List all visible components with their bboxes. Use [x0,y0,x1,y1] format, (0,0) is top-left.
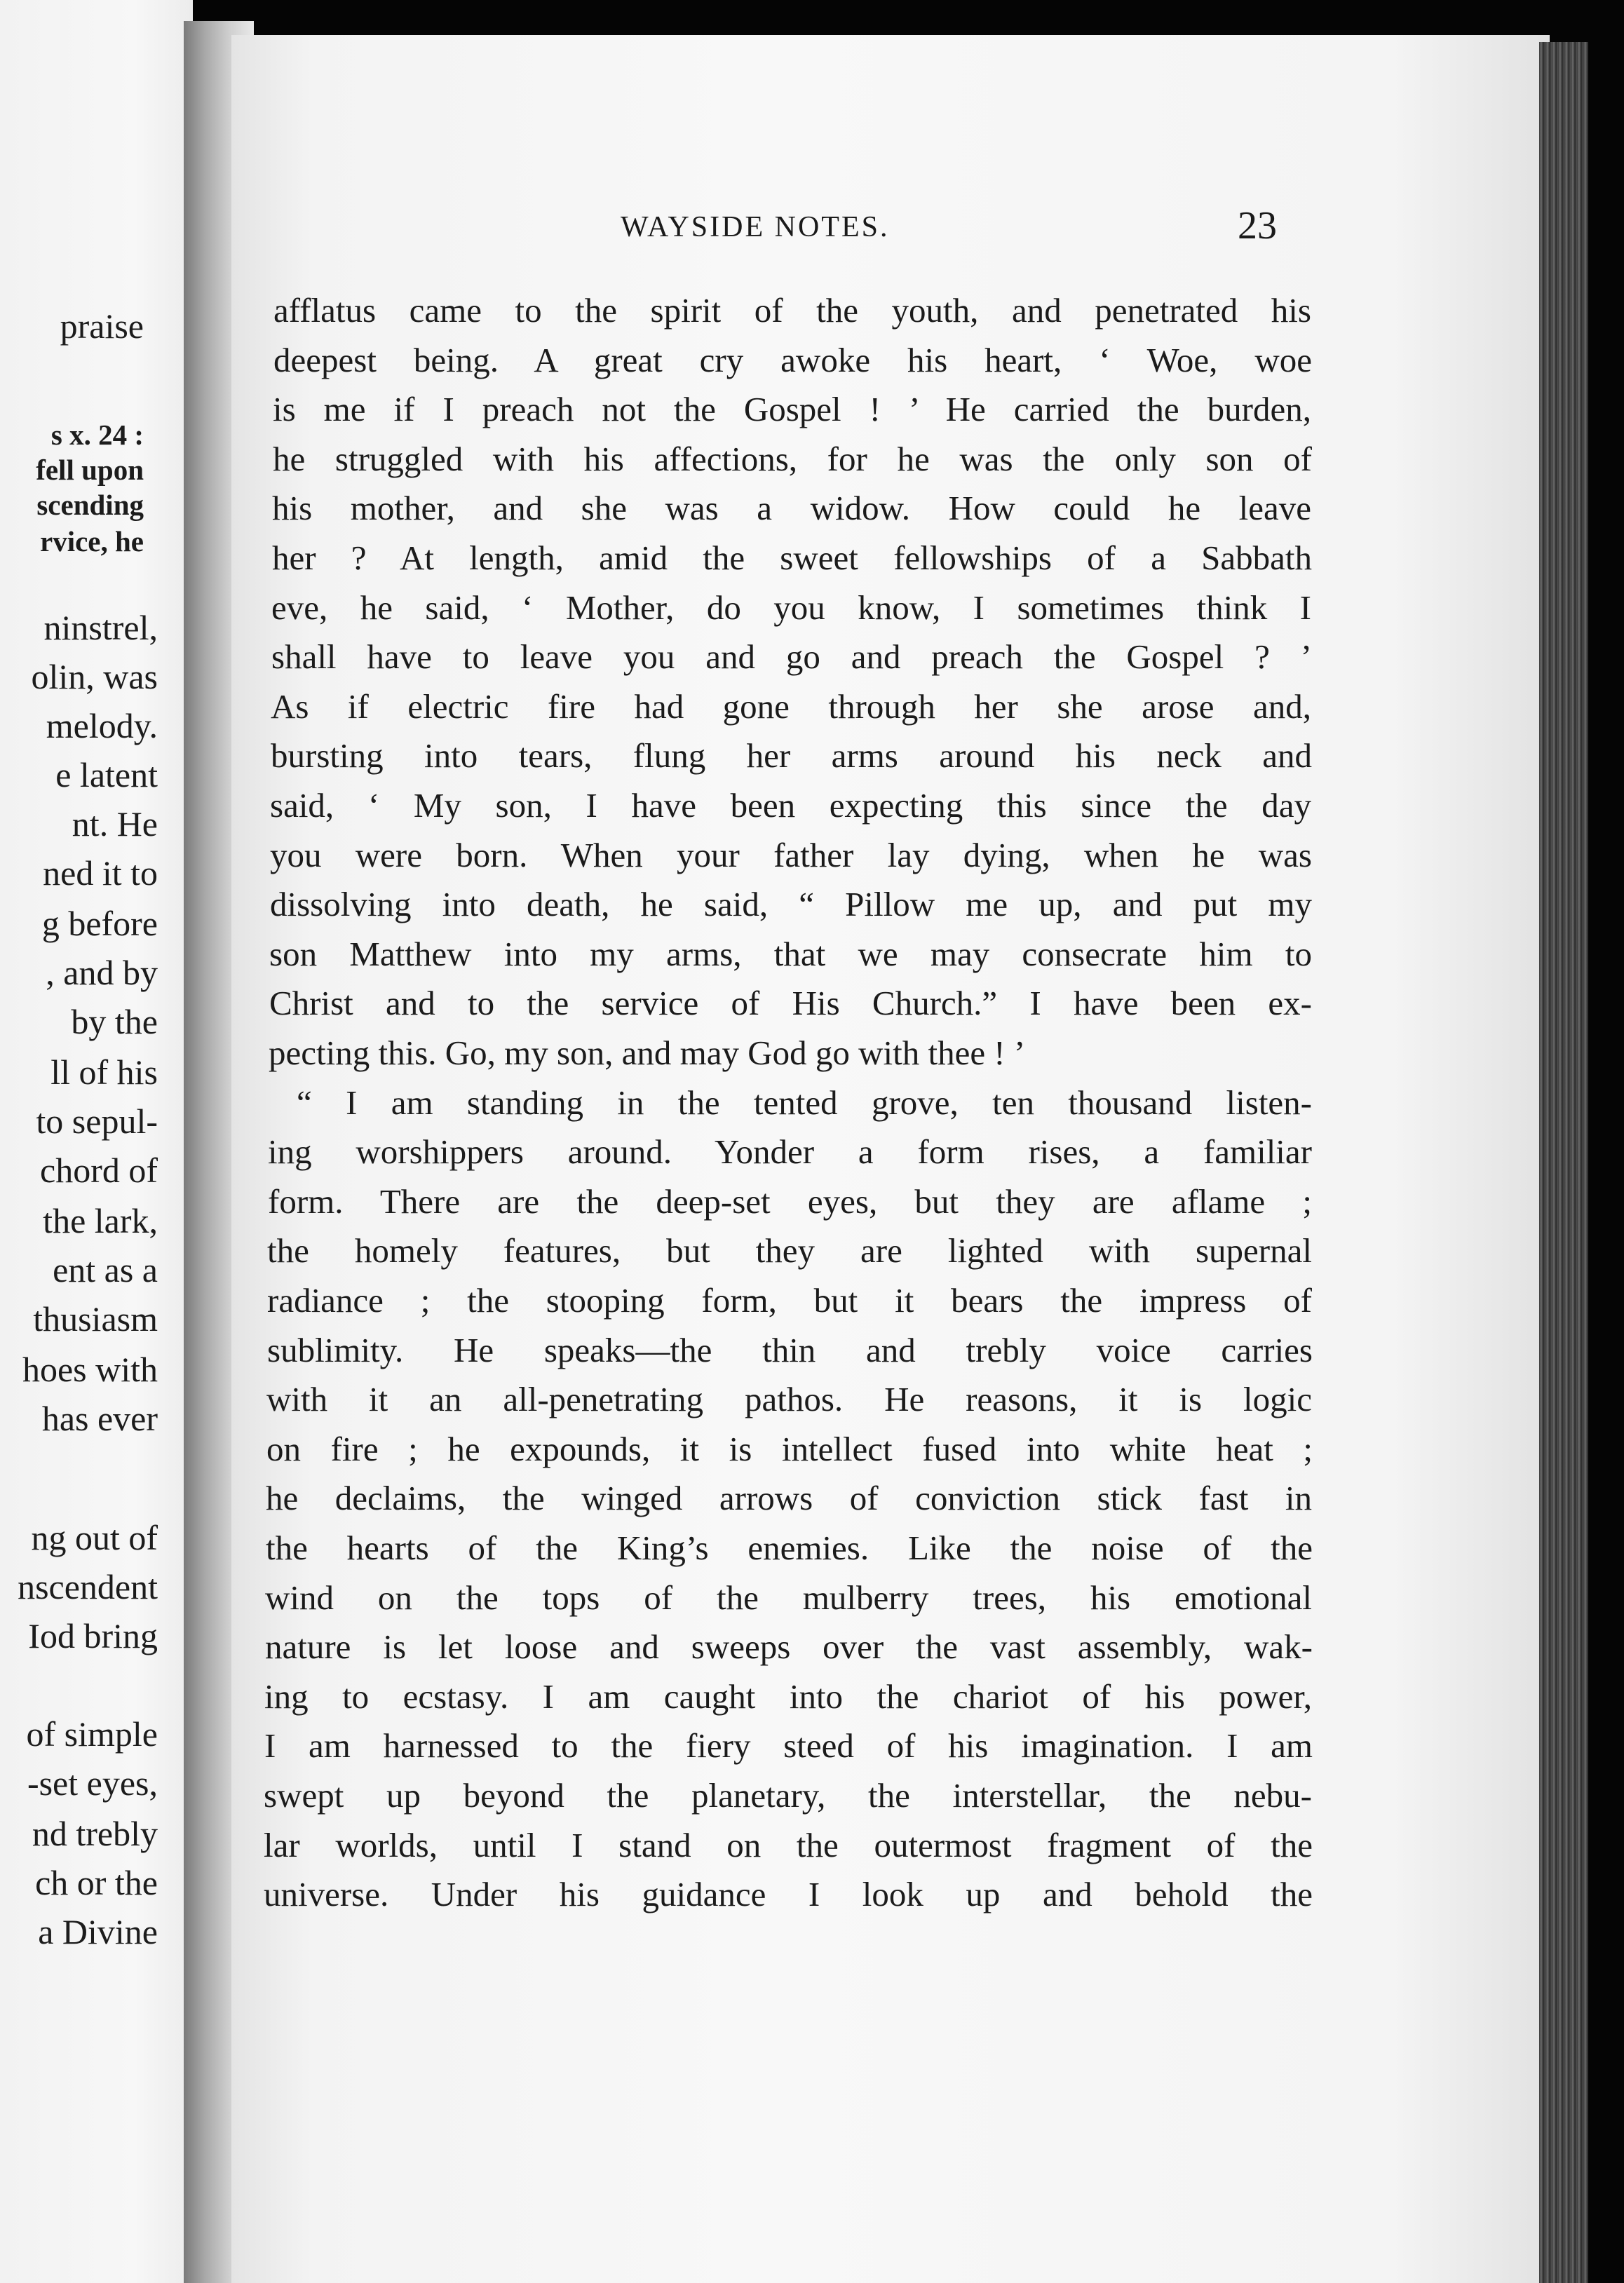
text-line: bursting into tears, flung her arms around his neck and [271,736,1312,775]
left-page-line: melody. [46,706,158,745]
left-page-line: g before [41,904,158,943]
left-page-line: nd trebly [32,1814,158,1853]
text-line: ing worshippers around. Yonder a form rises, a familiar [268,1132,1312,1171]
left-page-line: olin, was [31,657,158,696]
left-page-line: thusiasm [33,1299,158,1339]
text-line: her ? At length, amid the sweet fellowships of a Sabbath [272,538,1312,577]
left-page-line: Iod bring [28,1616,158,1655]
left-page-line: nscendent [18,1567,158,1606]
page-edges [1539,42,1588,2283]
left-page-line: has ever [41,1399,158,1438]
text-line: sublimity. He speaks—the thin and trebly voice carries [267,1331,1313,1369]
left-page-line: rvice, he [40,525,144,557]
page-number: 23 [1238,204,1277,248]
left-page-line: s x. 24 : [50,419,144,451]
left-page-line: scending [36,489,144,521]
text-line: son Matthew into my arms, that we may consecrate him to [269,935,1312,973]
text-line: deepest being. A great cry awoke his heart, ‘ Woe, woe [273,341,1312,379]
text-line: pecting this. Go, my son, and may God go with thee ! ’ [269,1034,1026,1072]
left-page [0,0,193,2283]
text-line: “ I am standing in the tented grove, ten thousand listen- [297,1083,1312,1122]
left-page-line: -set eyes, [27,1763,158,1803]
text-line: shall have to leave you and go and preach the Gospel ? ’ [271,637,1312,676]
text-line: is me if I preach not the Gospel ! ’ He carried the burden, [273,390,1311,428]
text-line: ing to ecstasy. I am caught into the chariot of his power, [264,1677,1312,1716]
left-page-line: nt. He [72,804,158,844]
left-page-line: praise [60,306,144,346]
running-head: WAYSIDE NOTES. [621,211,890,243]
left-page-line: ng out of [31,1518,158,1557]
text-line: radiance ; the stooping form, but it bears the impress of [267,1281,1312,1320]
text-line: eve, he said, ‘ Mother, do you know, I sometimes think I [271,588,1311,627]
text-line: universe. Under his guidance I look up and behold the [264,1875,1313,1913]
left-page-line: ninstrel, [43,608,158,647]
left-page-line: of simple [26,1714,158,1754]
left-page-line: ch or the [35,1863,158,1902]
text-line: he declaims, the winged arrows of conviction stick fast in [266,1479,1312,1517]
text-line: lar worlds, until I stand on the outermost fragment of the [264,1826,1313,1864]
left-page-line: hoes with [22,1350,158,1389]
text-line: on fire ; he expounds, it is intellect fused into white heat ; [266,1430,1313,1468]
left-page-line: a Divine [38,1912,158,1951]
left-page-line: e latent [55,755,158,794]
text-line: I am harnessed to the fiery steed of his imagination. I am [264,1726,1313,1765]
text-line: swept up beyond the planetary, the interstellar, the nebu- [264,1776,1312,1815]
text-line: Christ and to the service of His Church.” I have been ex- [269,984,1312,1022]
text-line: with it an all-penetrating pathos. He reasons, it is logic [266,1380,1312,1418]
left-page-line: ent as a [53,1250,158,1289]
text-line: afflatus came to the spirit of the youth, and penetrated his [273,291,1311,330]
left-page-line: , and by [46,953,158,992]
text-line: the homely features, but they are lighted with supernal [267,1231,1312,1270]
text-line: said, ‘ My son, I have been expecting this since the day [270,786,1311,825]
text-line: wind on the tops of the mulberry trees, his emotional [265,1578,1312,1617]
text-line: dissolving into death, he said, “ Pillow me up, and put my [270,885,1312,923]
left-page-line: the lark, [43,1201,158,1240]
left-page-line: by the [71,1002,158,1041]
left-page-line: to sepul- [36,1102,158,1141]
left-page-text [0,0,172,2283]
body-text [242,0,1313,2283]
text-line: his mother, and she was a widow. How could he leave [272,489,1311,527]
left-page-line: ned it to [43,853,158,893]
left-page-line: ll of his [50,1052,158,1092]
text-line: As if electric fire had gone through her she arose and, [271,687,1311,726]
text-line: you were born. When your father lay dying, when he was [270,836,1312,874]
left-page-line: fell upon [36,454,144,486]
text-line: he struggled with his affections, for he was the only son of [273,440,1312,478]
text-line: nature is let loose and sweeps over the vast assembly, wak- [265,1627,1313,1666]
left-page-line: chord of [40,1151,158,1190]
text-line: the hearts of the King’s enemies. Like the noise of the [266,1529,1313,1567]
text-line: form. There are the deep-set eyes, but they are aflame ; [268,1182,1312,1221]
